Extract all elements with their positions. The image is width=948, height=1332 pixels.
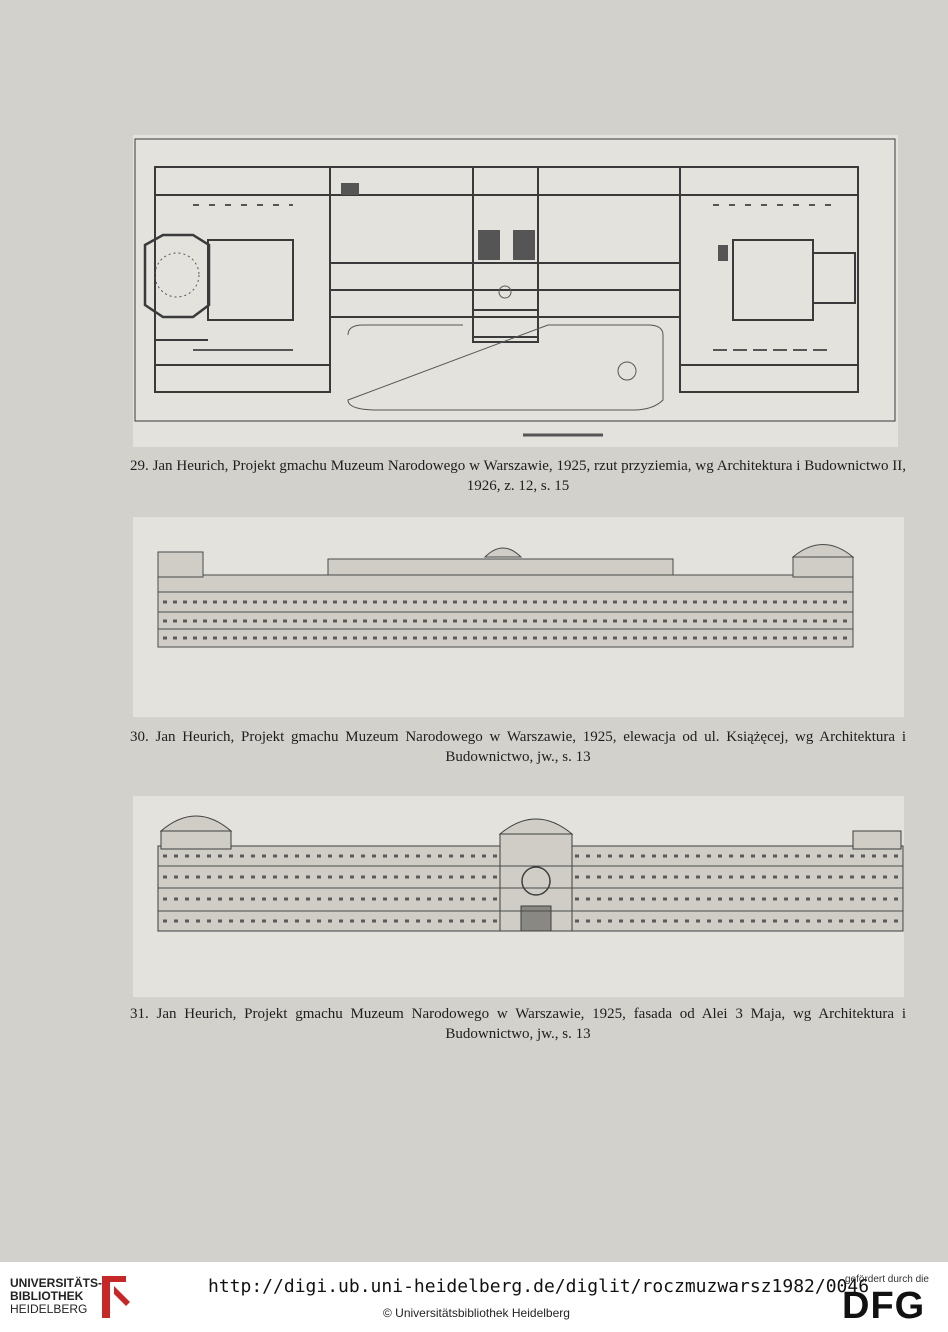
library-emblem-icon xyxy=(96,1272,132,1322)
dfg-logo[interactable]: DFG xyxy=(842,1285,926,1327)
figure-30-caption: 30. Jan Heurich, Projekt gmachu Muzeum Narodowego w Warszawie, 1925, elewacja od ul. Książęcej, wg Architektura i Budownictwo, jw., s. 13 xyxy=(130,729,906,765)
front-facade-drawing xyxy=(133,796,904,997)
funded-by-label: gefördert durch die xyxy=(845,1274,929,1285)
floor-plan-drawing xyxy=(133,135,898,447)
figure-31-front-facade xyxy=(133,796,904,997)
library-logo[interactable] xyxy=(10,1277,102,1316)
library-name-line3: HEIDELBERG xyxy=(10,1302,88,1316)
figure-29-floor-plan xyxy=(133,135,898,447)
copyright-notice: © Universitätsbibliothek Heidelberg xyxy=(383,1306,570,1320)
permalink-url[interactable]: http://digi.ub.uni-heidelberg.de/diglit/roczmuzwarsz1982/0046 xyxy=(208,1276,870,1297)
figure-30-side-elevation xyxy=(133,517,904,717)
side-elevation-drawing xyxy=(133,517,904,717)
library-name-line2: BIBLIOTHEK xyxy=(10,1289,84,1303)
library-name-line1: UNIVERSITÄTS- xyxy=(10,1276,103,1290)
figure-29-caption: 29. Jan Heurich, Projekt gmachu Muzeum Narodowego w Warszawie, 1925, rzut przyziemia, wg Architektura i Budownictwo II, 1926, z. 12, s. 15 xyxy=(130,458,906,494)
footer-bar xyxy=(0,1262,948,1332)
figure-31-caption: 31. Jan Heurich, Projekt gmachu Muzeum Narodowego w Warszawie, 1925, fasada od Alei 3 Maja, wg Architektura i Budownictwo, jw., s. 13 xyxy=(130,1006,906,1042)
